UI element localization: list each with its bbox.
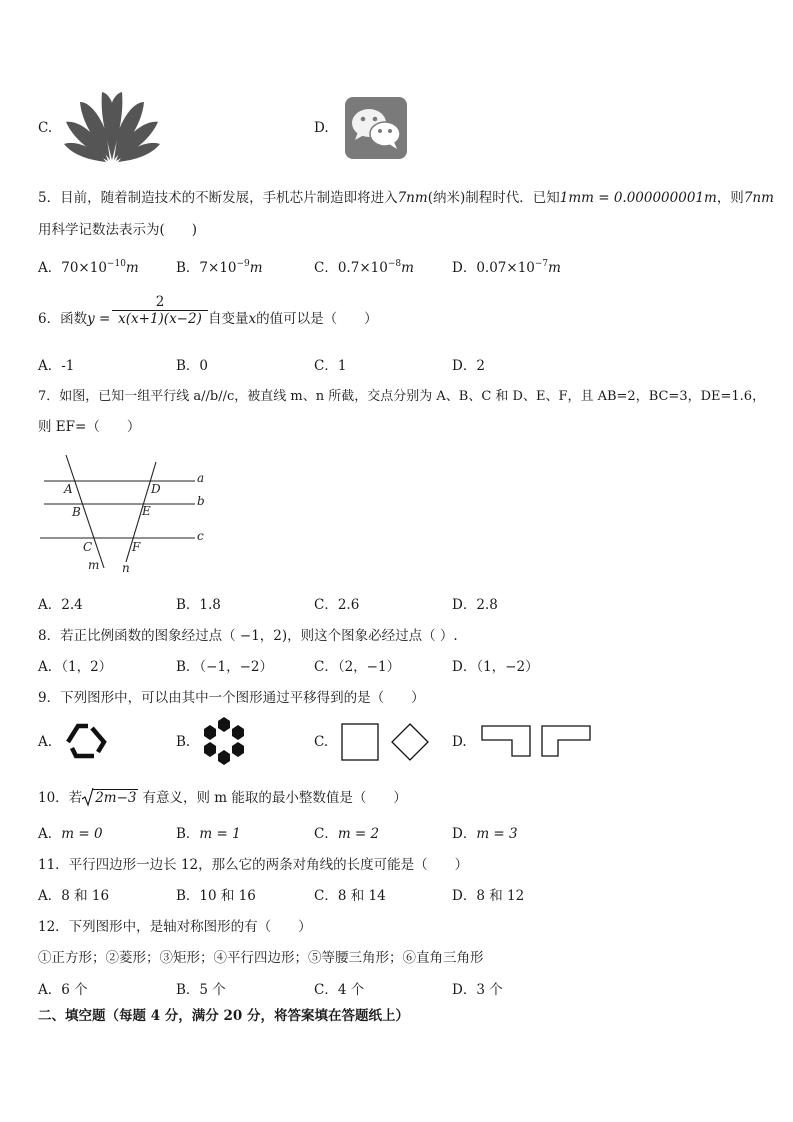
q6-numerator: 2 <box>112 294 208 311</box>
option-text: m = 3 <box>476 826 518 842</box>
q9-option-c-label[interactable]: C. <box>314 734 329 750</box>
option-text: 4 个 <box>337 982 365 998</box>
option-label: B． <box>176 260 200 276</box>
q5-nm2: 7nm <box>743 190 774 206</box>
label-c: c <box>197 529 204 543</box>
q12-option-b[interactable] <box>176 978 226 998</box>
q10-option-c[interactable] <box>314 822 379 842</box>
label-C: C <box>83 540 93 554</box>
q5-option-a[interactable] <box>38 256 139 276</box>
option-label: C． <box>314 260 338 276</box>
parallel-lines-figure <box>38 452 213 576</box>
label-m: m <box>88 558 100 572</box>
question-8-stem: 8．若正比例函数的图象经过点（ −1，2)，则这个图象必经过点（ ）. <box>38 628 458 644</box>
option-label: B． <box>176 358 200 374</box>
option-text: （1，−2） <box>476 659 539 675</box>
q6-option-c[interactable] <box>314 354 346 374</box>
q6-prefix <box>38 307 110 327</box>
q6-option-d[interactable] <box>452 354 485 374</box>
option-text: 70×10 <box>61 260 107 276</box>
q7-option-c[interactable] <box>314 593 359 613</box>
q6-lhs: y = <box>87 311 111 327</box>
option-exponent: −9 <box>236 259 250 269</box>
q6-option-a[interactable] <box>38 354 74 374</box>
option-label: D． <box>452 888 477 904</box>
option-text: m = 1 <box>199 826 241 842</box>
q5-option-b[interactable] <box>176 256 263 276</box>
label-A: A <box>64 482 73 496</box>
option-label: C． <box>314 826 338 842</box>
option-unit: m <box>249 260 263 276</box>
option-text: 8 和 12 <box>476 888 525 904</box>
q7-option-a[interactable] <box>38 593 83 613</box>
option-exponent: −7 <box>534 259 549 269</box>
option-text: m = 2 <box>337 826 380 842</box>
q5-known: 1mm = 0.000000001m <box>559 190 717 206</box>
wechat-logo-icon <box>344 96 408 160</box>
question-9-stem: 9．下列图形中，可以由其中一个图形通过平移得到的是（ ） <box>38 690 425 706</box>
huawei-logo-icon <box>62 86 162 164</box>
option-label: A． <box>38 982 62 998</box>
label-a: a <box>197 471 205 485</box>
option-label: B． <box>176 826 200 842</box>
option-text: 0 <box>199 358 209 374</box>
question-12-stem: 12．下列图形中，是轴对称图形的有（ ） <box>38 919 312 935</box>
q8-option-d[interactable] <box>452 655 539 675</box>
q8-option-a[interactable] <box>38 655 112 675</box>
square-and-diamond-figure-icon <box>340 722 430 762</box>
q10-prefix: 10．若 <box>38 790 83 806</box>
q9-option-b-label[interactable]: B. <box>176 734 191 750</box>
q5-text-a: 5．目前，随着制造技术的不断发展，手机芯片制造即将进入 <box>38 190 398 206</box>
q6-option-b[interactable] <box>176 354 208 374</box>
option-text: （−1，−2） <box>199 659 273 675</box>
option-label: A． <box>38 659 62 675</box>
option-label: C． <box>314 659 338 675</box>
q6-suffix-text: 自变量 <box>208 311 249 327</box>
option-label: B． <box>176 597 200 613</box>
option-c-label: C. <box>38 120 53 136</box>
q5-nm1: 7nm <box>397 190 428 206</box>
option-label: C． <box>314 888 338 904</box>
option-text: 0.7×10 <box>337 260 388 276</box>
option-text: 6 个 <box>61 982 88 998</box>
option-label: A． <box>38 888 62 904</box>
q10-option-b[interactable] <box>176 822 241 842</box>
label-n: n <box>122 561 130 575</box>
q9-option-d-label[interactable]: D. <box>452 734 467 750</box>
q10-suffix: 有意义，则 m 能取的最小整数值是（ ） <box>142 790 407 806</box>
q5-option-c[interactable] <box>314 256 414 276</box>
option-text: 2.8 <box>476 597 498 613</box>
option-text: 1.8 <box>199 597 221 613</box>
question-5-line2: 用科学记数法表示为( ) <box>38 222 198 238</box>
q7-option-d[interactable] <box>452 593 498 613</box>
option-text: 2.4 <box>61 597 83 613</box>
option-label: D． <box>452 597 477 613</box>
label-D: D <box>151 482 161 496</box>
label-b: b <box>197 494 205 508</box>
option-text: 8 和 14 <box>337 888 386 904</box>
q11-option-a[interactable] <box>38 884 109 904</box>
q9-option-a-label[interactable]: A. <box>38 734 53 750</box>
q12-option-a[interactable] <box>38 978 88 998</box>
option-text: 10 和 16 <box>199 888 256 904</box>
q6-var: x <box>248 311 257 327</box>
option-text: 0.07×10 <box>476 260 535 276</box>
section-2-title: 二、填空题（每题 4 分，满分 20 分，将答案填在答题纸上） <box>38 1008 409 1024</box>
option-label: A． <box>38 358 62 374</box>
question-5-line1 <box>38 186 774 206</box>
option-text: -1 <box>61 358 75 374</box>
option-label: B． <box>176 659 200 675</box>
question-7-line2: 则 EF=（ ） <box>38 419 141 435</box>
q6-suffix-text2: 的值可以是（ ） <box>256 311 378 327</box>
question-11-stem: 11．平行四边形一边长 12，那么它的两条对角线的长度可能是（ ） <box>38 857 469 873</box>
option-text: 1 <box>337 358 347 374</box>
option-label: C． <box>314 597 338 613</box>
option-exponent: −8 <box>387 259 402 269</box>
q8-option-b[interactable] <box>176 655 273 675</box>
three-chevrons-figure-icon <box>64 720 108 762</box>
option-label: A． <box>38 826 62 842</box>
option-text: 3 个 <box>476 982 503 998</box>
option-label: A． <box>38 260 62 276</box>
option-label: D． <box>452 260 477 276</box>
option-text: 5 个 <box>199 982 226 998</box>
q8-option-c[interactable] <box>314 655 400 675</box>
question-12-list: ①正方形；②菱形；③矩形；④平行四边形；⑤等腰三角形；⑥直角三角形 <box>38 950 484 966</box>
option-text: （2，−1） <box>337 659 401 675</box>
q6-denominator: x(x+1)(x−2) <box>118 311 202 327</box>
option-label: C． <box>314 358 338 374</box>
q10-option-d[interactable] <box>452 822 518 842</box>
q5-text-c: ，则 <box>716 190 744 206</box>
label-F: F <box>132 540 141 554</box>
option-exponent: −10 <box>106 259 126 269</box>
option-label: A． <box>38 597 62 613</box>
question-7-line1: 7．如图，已知一组平行线 a//b//c，被直线 m、n 所截，交点分别为 A、B、C 和 D、E、F，且 AB=2，BC=3，DE=1.6， <box>38 389 766 404</box>
q11-option-c[interactable] <box>314 884 386 904</box>
q5-text-b: (纳米)制程时代．已知 <box>427 190 560 206</box>
option-label: D． <box>452 358 477 374</box>
option-label: D． <box>452 659 477 675</box>
option-label: D． <box>452 826 477 842</box>
q7-option-b[interactable] <box>176 593 221 613</box>
q5-option-d[interactable] <box>452 256 561 276</box>
option-label: B． <box>176 982 200 998</box>
option-text: 2.6 <box>337 597 360 613</box>
label-B: B <box>72 505 81 519</box>
q12-option-c[interactable] <box>314 978 364 998</box>
q6-prefix-text: 6．函数 <box>38 311 88 327</box>
option-text: 2 <box>476 358 485 374</box>
q11-option-d[interactable] <box>452 884 524 904</box>
q10-radicand: 2m−3 <box>95 790 137 806</box>
option-label: C． <box>314 982 338 998</box>
q6-fraction <box>112 294 208 327</box>
q6-suffix <box>208 307 378 327</box>
question-10-stem <box>38 786 407 806</box>
option-text: m = 0 <box>61 826 103 842</box>
q10-option-a[interactable] <box>38 822 103 842</box>
hexagon-ring-figure-icon <box>200 716 248 766</box>
two-l-shapes-figure-icon <box>480 724 594 758</box>
option-d-label: D. <box>314 120 329 136</box>
option-text: 8 和 16 <box>61 888 110 904</box>
label-E: E <box>142 504 151 518</box>
q10-sqrt <box>82 790 138 806</box>
option-text: 7×10 <box>199 260 237 276</box>
option-unit: m <box>548 260 561 276</box>
option-text: （1，2） <box>61 659 113 675</box>
option-label: D． <box>452 982 477 998</box>
line-n <box>126 462 156 562</box>
q12-option-d[interactable] <box>452 978 503 998</box>
sqrt-sign-icon <box>82 787 94 807</box>
option-unit: m <box>125 260 139 276</box>
option-unit: m <box>401 260 414 276</box>
q11-option-b[interactable] <box>176 884 256 904</box>
option-label: B． <box>176 888 200 904</box>
